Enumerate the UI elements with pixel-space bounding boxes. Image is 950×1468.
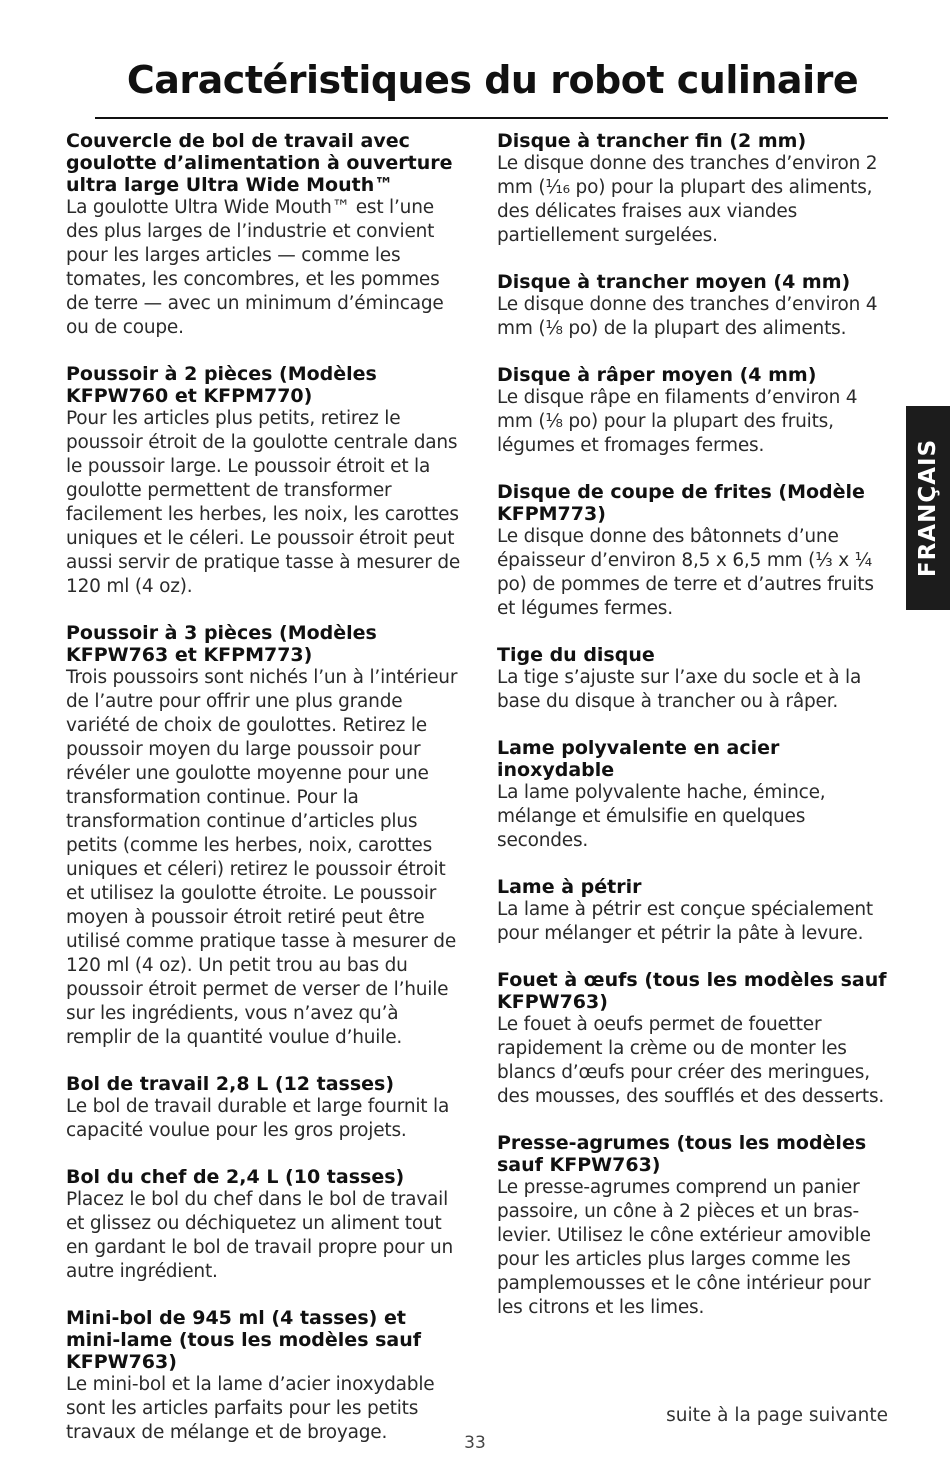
- section-heading: Presse-agrumes (tous les modèles sauf KFPW763): [497, 1132, 867, 1176]
- section-multipurpose-blade: [497, 737, 897, 853]
- section-medium-slicing-disc: [497, 271, 897, 341]
- section-chef-bowl: [66, 1166, 461, 1284]
- title-rule: [95, 117, 888, 119]
- section-body: La lame à pétrir est conçue spécialement pour mélanger et pétrir la pâte à levure.: [497, 899, 873, 944]
- section-heading: Disque à trancher moyen (4 mm): [497, 271, 851, 293]
- section-heading: Disque à râper moyen (4 mm): [497, 364, 817, 386]
- section-body: Le disque donne des bâtonnets d’une épaisseur d’environ 8,5 x 6,5 mm (¹⁄₃ x ¹⁄₄ po) de pommes de terre et d’autres fruits et légumes fermes.: [497, 526, 874, 619]
- section-2-piece-pusher: [66, 363, 461, 599]
- page-title: Caractéristiques du robot culinaire: [126, 58, 859, 102]
- section-work-bowl: [66, 1073, 461, 1143]
- right-column: [497, 130, 897, 1343]
- section-heading: Fouet à œufs (tous les modèles sauf KFPW763): [497, 969, 887, 1013]
- page-number: 33: [464, 1433, 486, 1453]
- section-body: Pour les articles plus petits, retirez le poussoir étroit de la goulotte centrale dans le poussoir large. Le poussoir étroit et la goulotte permettent de transformer facilement les herbes, les noix, les carottes uniques et le céleri. Le poussoir étroit peut aussi servir de pratique tasse à mesurer de 120 ml (4 oz).: [66, 408, 461, 597]
- section-heading: Mini-bol de 945 ml (4 tasses) et mini-lame (tous les modèles sauf KFPW763): [66, 1307, 422, 1373]
- section-body: Le disque donne des tranches d’environ 4 mm (¹⁄₈ po) de la plupart des aliments.: [497, 294, 878, 339]
- section-heading: Poussoir à 2 pièces (Modèles KFPW760 et KFPM770): [66, 363, 377, 407]
- section-disc-stem: [497, 644, 897, 714]
- section-french-fry-disc: [497, 481, 897, 621]
- continued-note: suite à la page suivante: [666, 1405, 888, 1426]
- section-body: Le presse-agrumes comprend un panier passoire, un cône à 2 pièces et un bras-levier. Utilisez le cône extérieur amovible pour les articles plus larges comme les pamplemousses et le cône intérieur pour les citrons et les limes.: [497, 1177, 871, 1318]
- section-heading: Bol de travail 2,8 L (12 tasses): [66, 1073, 395, 1095]
- section-body: Le bol de travail durable et large fournit la capacité voulue pour les gros projets.: [66, 1096, 450, 1141]
- section-body: Le disque donne des tranches d’environ 2 mm (¹⁄₁₆ po) pour la plupart des aliments, des délicates fraises aux viandes partiellement surgelées.: [497, 153, 878, 246]
- section-heading: Disque à trancher fin (2 mm): [497, 130, 807, 152]
- section-feed-tube-lid: [66, 130, 461, 340]
- section-body: Le disque râpe en filaments d’environ 4 mm (¹⁄₈ po) pour la plupart des fruits, légumes et fromages fermes.: [497, 387, 858, 456]
- section-citrus-press: [497, 1132, 897, 1320]
- section-heading: Bol du chef de 2,4 L (10 tasses): [66, 1166, 405, 1188]
- left-column: [66, 130, 461, 1468]
- section-heading: Tige du disque: [497, 644, 655, 666]
- section-body: Le mini-bol et la lame d’acier inoxydable sont les articles parfaits pour les petits travaux de mélange et de broyage.: [66, 1374, 435, 1443]
- section-heading: Couvercle de bol de travail avec goulotte d’alimentation à ouverture ultra large Ultra Wide Mouth™: [66, 130, 453, 196]
- section-heading: Lame polyvalente en acier inoxydable: [497, 737, 780, 781]
- section-mini-bowl: [66, 1307, 461, 1445]
- section-body: Trois poussoirs sont nichés l’un à l’intérieur de l’autre pour offrir une plus grande variété de choix de goulottes. Retirez le poussoir moyen du large poussoir pour révéler une goulotte moyenne pour une transformation continue. Pour la transformation continue d’articles plus petits (comme les herbes, noix, carottes uniques et céleri) retirez le poussoir étroit et utilisez la goulotte étroite. Le poussoir moyen à poussoir étroit retiré peut être utilisé comme pratique tasse à mesurer de 120 ml (4 oz). Un petit trou au bas du poussoir étroit permet de verser de l’huile sur les ingrédients, vous n’avez qu’à remplir de la quantité voulue d’huile.: [66, 667, 458, 1048]
- section-body: La tige s’ajuste sur l’axe du socle et à la base du disque à trancher ou à râper.: [497, 667, 862, 712]
- section-thin-slicing-disc: [497, 130, 897, 248]
- section-dough-blade: [497, 876, 897, 946]
- section-egg-whip: [497, 969, 897, 1109]
- section-body: Placez le bol du chef dans le bol de travail et glissez ou déchiquetez un aliment tout en gardant le bol de travail propre pour un autre ingrédient.: [66, 1189, 454, 1282]
- section-heading: Poussoir à 3 pièces (Modèles KFPW763 et KFPM773): [66, 622, 377, 666]
- language-tab-label: FRANÇAIS: [915, 438, 941, 578]
- section-shredding-disc: [497, 364, 897, 458]
- section-body: La lame polyvalente hache, émince, mélange et émulsifie en quelques secondes.: [497, 782, 826, 851]
- section-body: Le fouet à oeufs permet de fouetter rapidement la crème ou de monter les blancs d’œufs pour créer des meringues, des mousses, des soufflés et des desserts.: [497, 1014, 885, 1107]
- section-body: La goulotte Ultra Wide Mouth™ est l’une des plus larges de l’industrie et convient pour les larges articles — comme les tomates, les concombres, et les pommes de terre — avec un minimum d’émincage ou de coupe.: [66, 197, 444, 338]
- section-heading: Lame à pétrir: [497, 876, 642, 898]
- language-tab: [906, 406, 950, 610]
- section-heading: Disque de coupe de frites (Modèle KFPM773): [497, 481, 865, 525]
- section-3-piece-pusher: [66, 622, 461, 1050]
